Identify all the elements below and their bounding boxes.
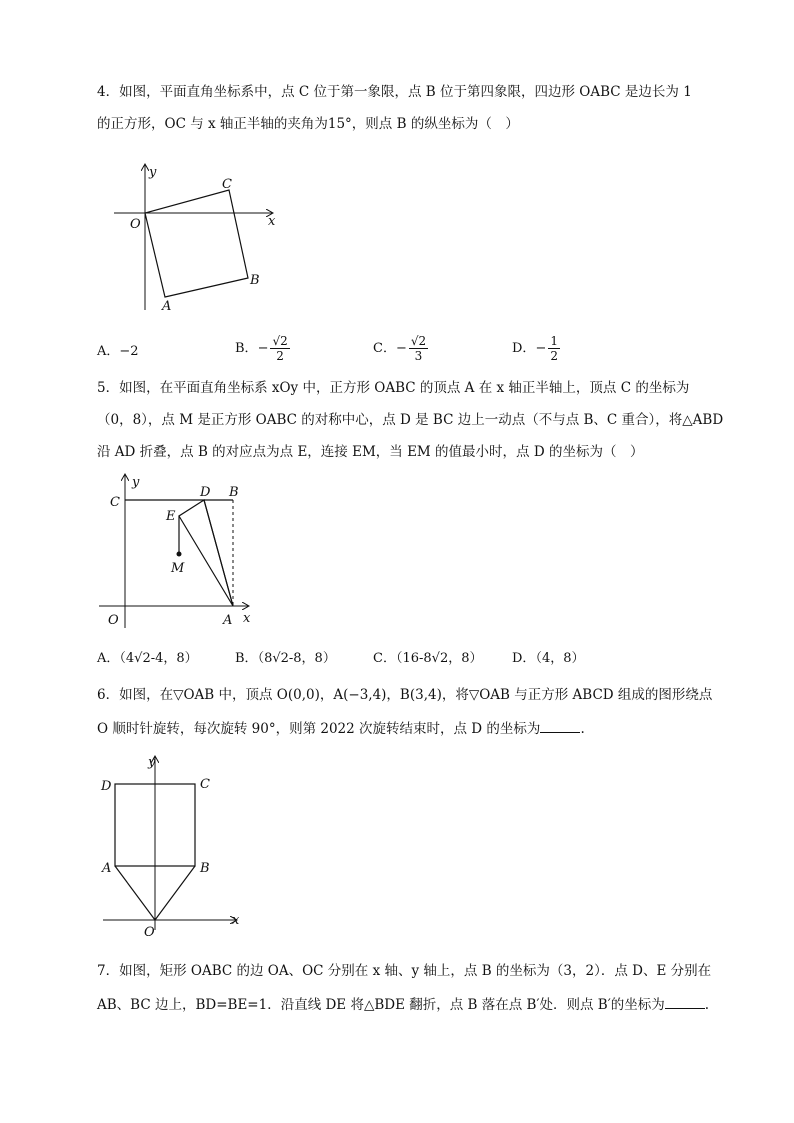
q6-label-B: B	[200, 861, 210, 876]
q6-line-1: 6．如图，在▽OAB 中，顶点 O(0,0)，A(−3,4)，B(3,4)，将▽OAB 与正方形 ABCD 组成的图形绕点	[97, 687, 713, 703]
q7-line-1: 7．如图，矩形 OABC 的边 OA、OC 分别在 x 轴、y 轴上，点 B 的坐标为（3，2）．点 D、E 分别在	[97, 963, 712, 979]
q4-option-d[interactable]: D．− $\frac{1}{2}$	[512, 334, 558, 363]
q6-line-2: O 顺时针旋转，每次旋转 90°，则第 2022 次旋转结束时，点 D 的坐标为 .	[97, 718, 585, 739]
q6-label-A: A	[102, 861, 112, 876]
q7-line-2: AB、BC 边上，BD=BE=1．沿直线 DE 将△BDE 翻折，点 B 落在点 B′处．则点 B′的坐标为 .	[97, 994, 709, 1015]
q7-answer-blank[interactable]	[665, 994, 705, 1009]
q6-label-x: x	[232, 913, 240, 928]
q5-point-M	[177, 552, 182, 557]
q4-label-O: O	[130, 217, 141, 232]
q6-label-O: O	[144, 925, 155, 940]
q5-label-x: x	[243, 611, 251, 626]
q5-option-c[interactable]: C．（16-8√2，8）	[373, 651, 483, 666]
q5-option-d[interactable]: D．（4，8）	[512, 651, 585, 666]
q4-label-x: x	[268, 214, 276, 229]
q5-label-y: y	[132, 475, 140, 490]
q4-line-2: 的正方形，OC 与 x 轴正半轴的夹角为15°，则点 B 的纵坐标为（ ）	[97, 116, 519, 132]
q5-label-D: D	[200, 485, 211, 500]
q6-label-y: y	[148, 755, 156, 770]
q6-answer-blank[interactable]	[540, 718, 580, 733]
q4-figure	[100, 160, 290, 320]
q4-option-a[interactable]: A．−2	[97, 344, 139, 359]
q5-line-2: （0，8），点 M 是正方形 OABC 的对称中心，点 D 是 BC 边上一动点（不与点 B、C 重合），将△ABD	[97, 412, 724, 428]
q4-line-1: 4．如图，平面直角坐标系中，点 C 位于第一象限，点 B 位于第四象限，四边形 OABC 是边长为 1	[97, 84, 692, 100]
q5-triangle-ADE	[179, 500, 233, 606]
q5-label-B: B	[229, 485, 239, 500]
q5-label-M: M	[171, 561, 185, 576]
q6-figure	[98, 752, 248, 942]
q5-label-A: A	[223, 613, 233, 628]
q5-label-O: O	[108, 613, 119, 628]
q5-line-3: 沿 AD 折叠，点 B 的对应点为点 E，连接 EM，当 EM 的值最小时，点 D 的坐标为（ ）	[97, 444, 644, 460]
q5-option-a[interactable]: A．（4√2-4，8）	[97, 651, 198, 666]
q4-option-c[interactable]: C．− $\frac{√2}{3}$	[373, 334, 427, 363]
q6-label-D: D	[101, 779, 112, 794]
q5-option-b[interactable]: B．（8√2-8，8）	[235, 651, 336, 666]
q4-label-A: A	[162, 299, 172, 314]
q5-figure	[96, 470, 266, 630]
q4-label-C: C	[222, 177, 232, 192]
q4-label-B: B	[250, 273, 260, 288]
q5-label-E: E	[166, 509, 176, 524]
q5-line-1: 5．如图，在平面直角坐标系 xOy 中，正方形 OABC 的顶点 A 在 x 轴正半轴上，顶点 C 的坐标为	[97, 380, 690, 396]
q6-label-C: C	[200, 777, 210, 792]
q4-square-OABC	[145, 190, 248, 297]
q4-option-b[interactable]: B．− $\frac{√2}{2}$	[235, 334, 288, 363]
q5-label-C: C	[110, 495, 120, 510]
q4-label-y: y	[149, 165, 157, 180]
